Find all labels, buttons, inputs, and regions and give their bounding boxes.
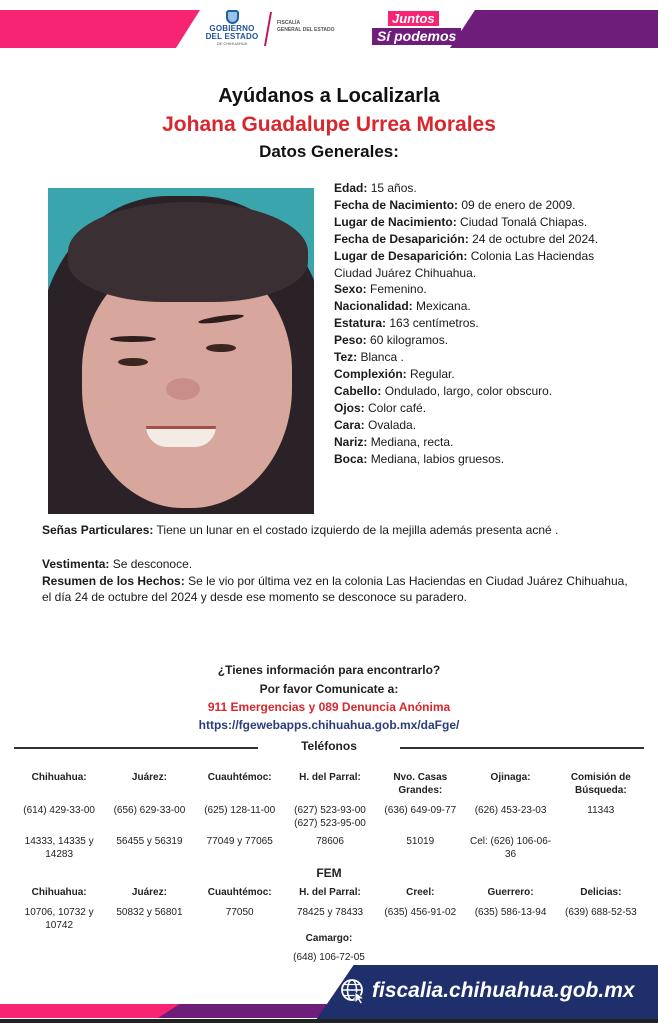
globe-cursor-icon	[340, 978, 366, 1004]
footer-purple-stripe	[158, 1004, 338, 1018]
resumen	[42, 573, 632, 606]
footer-bottom-edge	[0, 1019, 658, 1023]
detail-row	[334, 214, 634, 231]
resumen-value: Se le vio por última vez en la colonia Las Haciendas en Ciudad Juárez Chihuahua, el día 24 de octubre del 2024 y desde ese momento se desconoce su paradero.	[42, 573, 628, 604]
detail-row	[334, 298, 634, 315]
region-header: Nvo. Casas Grandes:	[393, 772, 448, 796]
photo-eye-right	[206, 344, 236, 352]
header-pink-stripe	[0, 10, 200, 48]
senas-value: Tiene un lunar en el costado izquierdo de la mejilla además presenta acné .	[156, 523, 559, 537]
region-header: H. del Parral:	[299, 772, 361, 783]
fem-phone-cell: (635) 586-13-94	[474, 907, 547, 918]
photo-mouth	[146, 426, 216, 447]
detail-value: Color café.	[368, 400, 427, 415]
phone-cell: 11343	[587, 805, 615, 816]
telefonos-title: Teléfonos	[301, 739, 357, 753]
extension-cell	[556, 836, 646, 861]
phone-cell: (625) 128-11-00	[204, 805, 276, 816]
detail-value: 60 kilogramos.	[370, 333, 449, 348]
detail-label: Cabello:	[334, 383, 382, 398]
detail-row	[334, 349, 634, 366]
fem-region-header: Guerrero:	[487, 887, 534, 898]
gobierno-line1: GOBIERNO	[209, 24, 255, 33]
contact-prompt: Por favor Comunicate a:	[259, 682, 399, 696]
region-header: Cuauhtémoc:	[207, 772, 272, 783]
fiscalia-logo	[277, 20, 335, 34]
detail-row	[334, 417, 634, 434]
gobierno-line3: DE CHIHUAHUA	[216, 41, 248, 46]
senas-label: Señas Particulares:	[42, 523, 154, 537]
header-banner	[0, 0, 658, 56]
slogan-line1: Juntos	[388, 11, 439, 26]
detail-value: Regular.	[410, 366, 455, 381]
phone-cell: (614) 429-33-00	[23, 805, 95, 816]
general-details-list	[334, 180, 634, 467]
detail-row	[334, 434, 634, 451]
footer-website-text: fiscalia.chihuahua.gob.mx	[372, 979, 635, 1002]
missing-person-photo	[48, 188, 314, 514]
extension-cell: 77049 y 77065	[206, 836, 273, 847]
detail-value: Ondulado, largo, color obscuro.	[384, 383, 553, 398]
detail-value: 24 de octubre del 2024.	[472, 231, 599, 246]
slogan-logo	[372, 10, 461, 45]
detail-value: Femenino.	[370, 282, 427, 297]
telefonos-header	[14, 738, 644, 756]
section-heading: Datos Generales:	[259, 142, 399, 161]
emergency-numbers: 911 Emergencias y 089 Denuncia Anónima	[207, 700, 451, 714]
camargo-label: Camargo:	[305, 933, 353, 944]
detail-row	[334, 248, 634, 282]
detail-value: Ovalada.	[368, 417, 417, 432]
header-purple-stripe	[450, 10, 658, 48]
detail-row	[334, 366, 634, 383]
detail-value: Colonia Las Haciendas Ciudad Juárez Chihuahua.	[334, 248, 595, 280]
extension-cell: Cel: (626) 106-06-36	[469, 836, 552, 860]
resumen-label: Resumen de los Hechos:	[42, 573, 185, 588]
extension-cell: 78606	[316, 836, 344, 847]
detail-row	[334, 315, 634, 332]
footer-pink-stripe	[0, 1004, 180, 1018]
fem-phone-cell: (635) 456-91-02	[384, 907, 457, 918]
detail-label: Lugar de Nacimiento:	[334, 214, 457, 229]
fiscalia-line1: FISCALÍA	[277, 20, 301, 26]
fem-row1	[14, 907, 646, 932]
fem-phone-cell: 10706, 10732 y 10742	[24, 907, 94, 931]
detail-label: Lugar de Desaparición:	[334, 248, 468, 263]
telefonos-row2	[14, 836, 646, 861]
photo-brow-left	[110, 336, 156, 342]
gobierno-logo	[198, 10, 266, 50]
detail-value: Blanca .	[360, 350, 404, 365]
detail-value: Ciudad Tonalá Chiapas.	[460, 214, 588, 229]
vestimenta	[42, 556, 632, 573]
detail-value: Mediana, recta.	[370, 434, 454, 449]
photo-eye-left	[118, 358, 148, 366]
camargo-phone: (648) 106-72-05	[293, 952, 365, 963]
detail-row	[334, 180, 634, 197]
detail-label: Fecha de Nacimiento:	[334, 197, 459, 212]
footer-website[interactable]	[340, 978, 658, 1004]
detail-row	[334, 197, 634, 214]
detail-label: Nacionalidad:	[334, 299, 413, 314]
detail-label: Tez:	[334, 350, 358, 365]
contact-question: ¿Tienes información para encontrarlo?	[217, 663, 441, 677]
detail-label: Peso:	[334, 333, 367, 348]
photo-fringe	[68, 202, 308, 302]
phone-cell: (656) 629-33-00	[113, 805, 186, 816]
extension-cell: 56455 y 56319	[116, 836, 183, 847]
region-header: Ojinaga:	[490, 772, 531, 783]
fem-region-header: Juárez:	[131, 887, 167, 898]
region-header: Chihuahua:	[31, 772, 87, 783]
report-link[interactable]: https://fgewebapps.chihuahua.gob.mx/daFge/	[198, 718, 460, 732]
divider-right	[400, 747, 644, 749]
fem-headers	[14, 886, 646, 899]
detail-row	[334, 451, 634, 468]
phone-cell: (636) 649-09-77	[384, 805, 457, 816]
slogan-line2: Sí podemos	[372, 28, 461, 45]
fem-phone-cell: (639) 688-52-53	[564, 907, 637, 918]
detail-row	[334, 281, 634, 298]
region-header: Comisión de Búsqueda:	[570, 772, 631, 796]
detail-label: Fecha de Desaparición:	[334, 231, 469, 246]
phone-cell: (626) 453-23-03	[474, 805, 547, 816]
region-header: Juárez:	[131, 772, 167, 783]
fem-phone-cell: 50832 y 56801	[116, 907, 183, 918]
detail-label: Estatura:	[334, 316, 387, 331]
extension-cell: 14333, 14335 y 14283	[24, 836, 94, 860]
detail-row	[334, 231, 634, 248]
vestimenta-resumen	[42, 556, 632, 606]
fem-region-header: Chihuahua:	[31, 887, 87, 898]
detail-label: Nariz:	[334, 434, 368, 449]
fem-region-header: H. del Parral:	[299, 887, 361, 898]
detail-value: Mexicana.	[416, 299, 471, 314]
detail-value: Mediana, labios gruesos.	[370, 451, 505, 466]
extension-cell: 51019	[406, 836, 435, 847]
detail-row	[334, 332, 634, 349]
missing-person-name: Johana Guadalupe Urrea Morales	[162, 113, 496, 136]
telefonos-row1	[14, 805, 646, 830]
detail-label: Ojos:	[334, 400, 365, 415]
photo-nose	[166, 378, 200, 400]
phone-cell: (627) 523-93-00 (627) 523-95-00	[294, 805, 366, 829]
detail-row	[334, 400, 634, 417]
shield-icon	[226, 10, 239, 24]
detail-label: Cara:	[334, 417, 365, 432]
fem-region-header: Delicias:	[580, 887, 622, 898]
vestimenta-label: Vestimenta:	[42, 557, 110, 571]
detail-label: Edad:	[334, 181, 368, 195]
detail-label: Sexo:	[334, 282, 367, 297]
fem-phone-cell: 77050	[225, 907, 254, 918]
fem-title: FEM	[316, 866, 342, 880]
detail-label: Complexión:	[334, 366, 407, 381]
detail-value: 163 centímetros.	[389, 316, 479, 331]
detail-label: Boca:	[334, 451, 368, 466]
fem-region-header: Creel:	[406, 887, 435, 898]
vestimenta-value: Se desconoce.	[112, 557, 193, 571]
fem-phone-cell: 78425 y 78433	[296, 907, 364, 918]
telefonos-headers	[14, 771, 646, 797]
page-heading: Ayúdanos a Localizarla	[218, 85, 440, 107]
senas-particulares	[42, 522, 632, 539]
fem-region-header: Cuauhtémoc:	[207, 887, 272, 898]
gobierno-line2: DEL ESTADO	[205, 32, 259, 41]
detail-value: 15 años.	[370, 181, 417, 195]
detail-row	[334, 383, 634, 400]
detail-value: 09 de enero de 2009.	[461, 197, 576, 212]
fiscalia-line2: GENERAL DEL ESTADO	[277, 27, 335, 33]
